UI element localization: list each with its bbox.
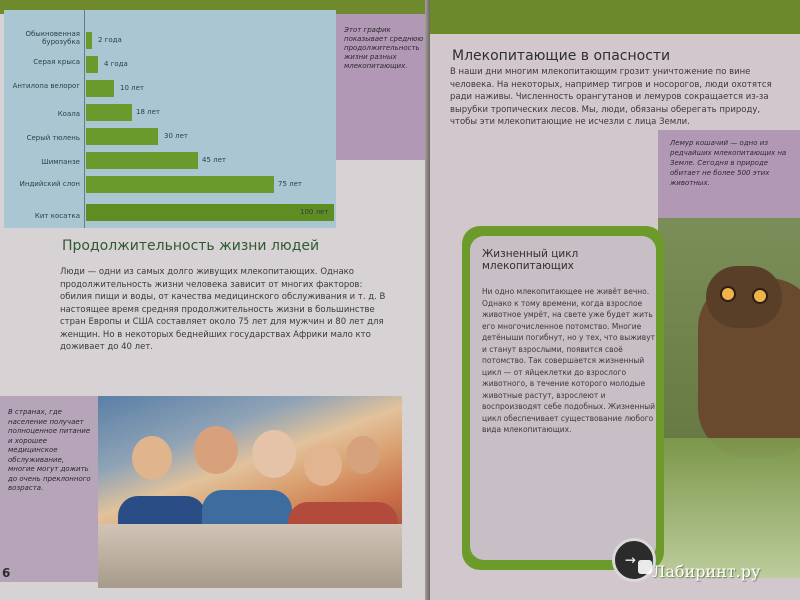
- life-cycle-box-inner: [470, 236, 656, 560]
- watermark-labirint: [652, 562, 760, 581]
- chart-bar: [86, 128, 158, 145]
- lemur-photo: [658, 218, 800, 578]
- side-note-text: Этот график показывает среднюю продолжительность жизни разных млекопитающих.: [344, 26, 424, 70]
- top-banner-right: [430, 0, 800, 34]
- chart-bar: [86, 80, 114, 97]
- chart-value-label: 45 лет: [202, 156, 226, 164]
- photo-head: [304, 444, 342, 486]
- page-number: 6: [2, 566, 11, 580]
- mammals-danger-heading: Млекопитающие в опасности: [452, 48, 671, 64]
- life-cycle-text: Ни одно млекопитающее не живёт вечно. Однако к тому времени, когда взрослое животное умрёт, на свете уже будет жить его многочисленное потомство. Многие детёныши погибнут, но у тех, что выживут и станут взрослыми, появится своё потомство. Так совершается жизненный цикл — от яйцеклетки до взрослого животного, в течение которого молодые животные растут, взрослеют и воспроизводят себе подобных. Жизненный цикл обеспечивает существование любого вида млекопитающих.: [482, 287, 656, 434]
- lemur-foliage: [658, 438, 800, 578]
- chart-value-label: 30 лет: [164, 132, 188, 140]
- chart-category-label: Антилопа велорог: [12, 82, 80, 90]
- photo-head: [194, 426, 238, 474]
- chart-side-note: [336, 14, 430, 160]
- chart-category-label: Индийский слон: [19, 180, 80, 188]
- labirint-logo-icon: [638, 560, 652, 574]
- chart-value-label: 10 лет: [120, 84, 144, 92]
- chart-bar: [86, 32, 92, 49]
- photo-head: [252, 430, 296, 478]
- chart-axis: [84, 10, 85, 228]
- life-cycle-box: [462, 226, 664, 570]
- chart-category-label: Коала: [57, 110, 80, 118]
- chart-category-label: Шимпанзе: [41, 158, 80, 166]
- chart-value-label: 4 года: [104, 60, 128, 68]
- chart-bar: [86, 204, 334, 221]
- lemur-caption-text: Лемур кошачий — одно из редчайших млекопитающих на Земле. Сегодня в природе обитает не более 500 этих животных.: [670, 139, 787, 187]
- chart-category-label: Кит косатка: [34, 212, 80, 220]
- lifespan-chart: [4, 10, 336, 228]
- chart-value-label: 75 лет: [278, 180, 302, 188]
- chart-bar: [86, 152, 198, 169]
- human-lifespan-body: Люди — одни из самых долго живущих млекопитающих. Однако продолжительность жизни человека зависит от многих факторов: обилия пищи и воды, от качества медицинского обслуживания и т. д. В настоящее время средняя продолжительность жизни в большинстве стран Европы и США составляет около 75 лет для мужчин и 80 лет для женщин. Но в некоторых беднейших государствах Африки мало кто доживает до 40 лет.: [60, 267, 386, 352]
- chart-category-label: Серая крыса: [33, 58, 80, 66]
- photo-head: [346, 436, 380, 474]
- chart-category-label: Серый тюлень: [26, 134, 80, 142]
- right-page: [430, 0, 800, 600]
- chart-category-label: Обыкновенная бурозубка: [25, 30, 80, 46]
- lemur-head: [706, 266, 782, 328]
- photo-railing: [98, 524, 402, 588]
- lemur-caption-panel: [658, 130, 800, 218]
- photo-caption-panel: [0, 396, 98, 582]
- chart-bar: [86, 176, 274, 193]
- photo-caption-text: В странах, где население получает полноценное питание и хорошее медицинское обслуживание, многие могут дожить до очень преклонного возраста.: [8, 408, 91, 492]
- lemur-eye: [720, 286, 736, 302]
- chart-value-label: 100 лет: [300, 208, 329, 216]
- human-lifespan-heading: Продолжительность жизни людей: [62, 238, 320, 254]
- chart-value-label: 18 лет: [136, 108, 160, 116]
- elderly-people-photo: [98, 396, 402, 588]
- arrow-glyph: →: [625, 549, 636, 570]
- watermark-text: Лабиринт.ру: [652, 562, 761, 581]
- life-cycle-title: Жизненный цикл млекопитающих: [482, 248, 579, 272]
- chart-value-label: 2 года: [98, 36, 122, 44]
- photo-head: [132, 436, 172, 480]
- chart-bar: [86, 56, 98, 73]
- lemur-eye: [752, 288, 768, 304]
- chart-bar: [86, 104, 132, 121]
- mammals-danger-body: В наши дни многим млекопитающим грозит уничтожение по вине человека. На некоторых, например тигров и носорогов, люди охотятся ради наживы. Численность орангутанов и лемуров сокращается из-за вырубки тропических лесов. Мы, люди, обязаны оберегать природу, чтобы эти млекопитающие не исчезли с лица Земли.: [450, 67, 772, 127]
